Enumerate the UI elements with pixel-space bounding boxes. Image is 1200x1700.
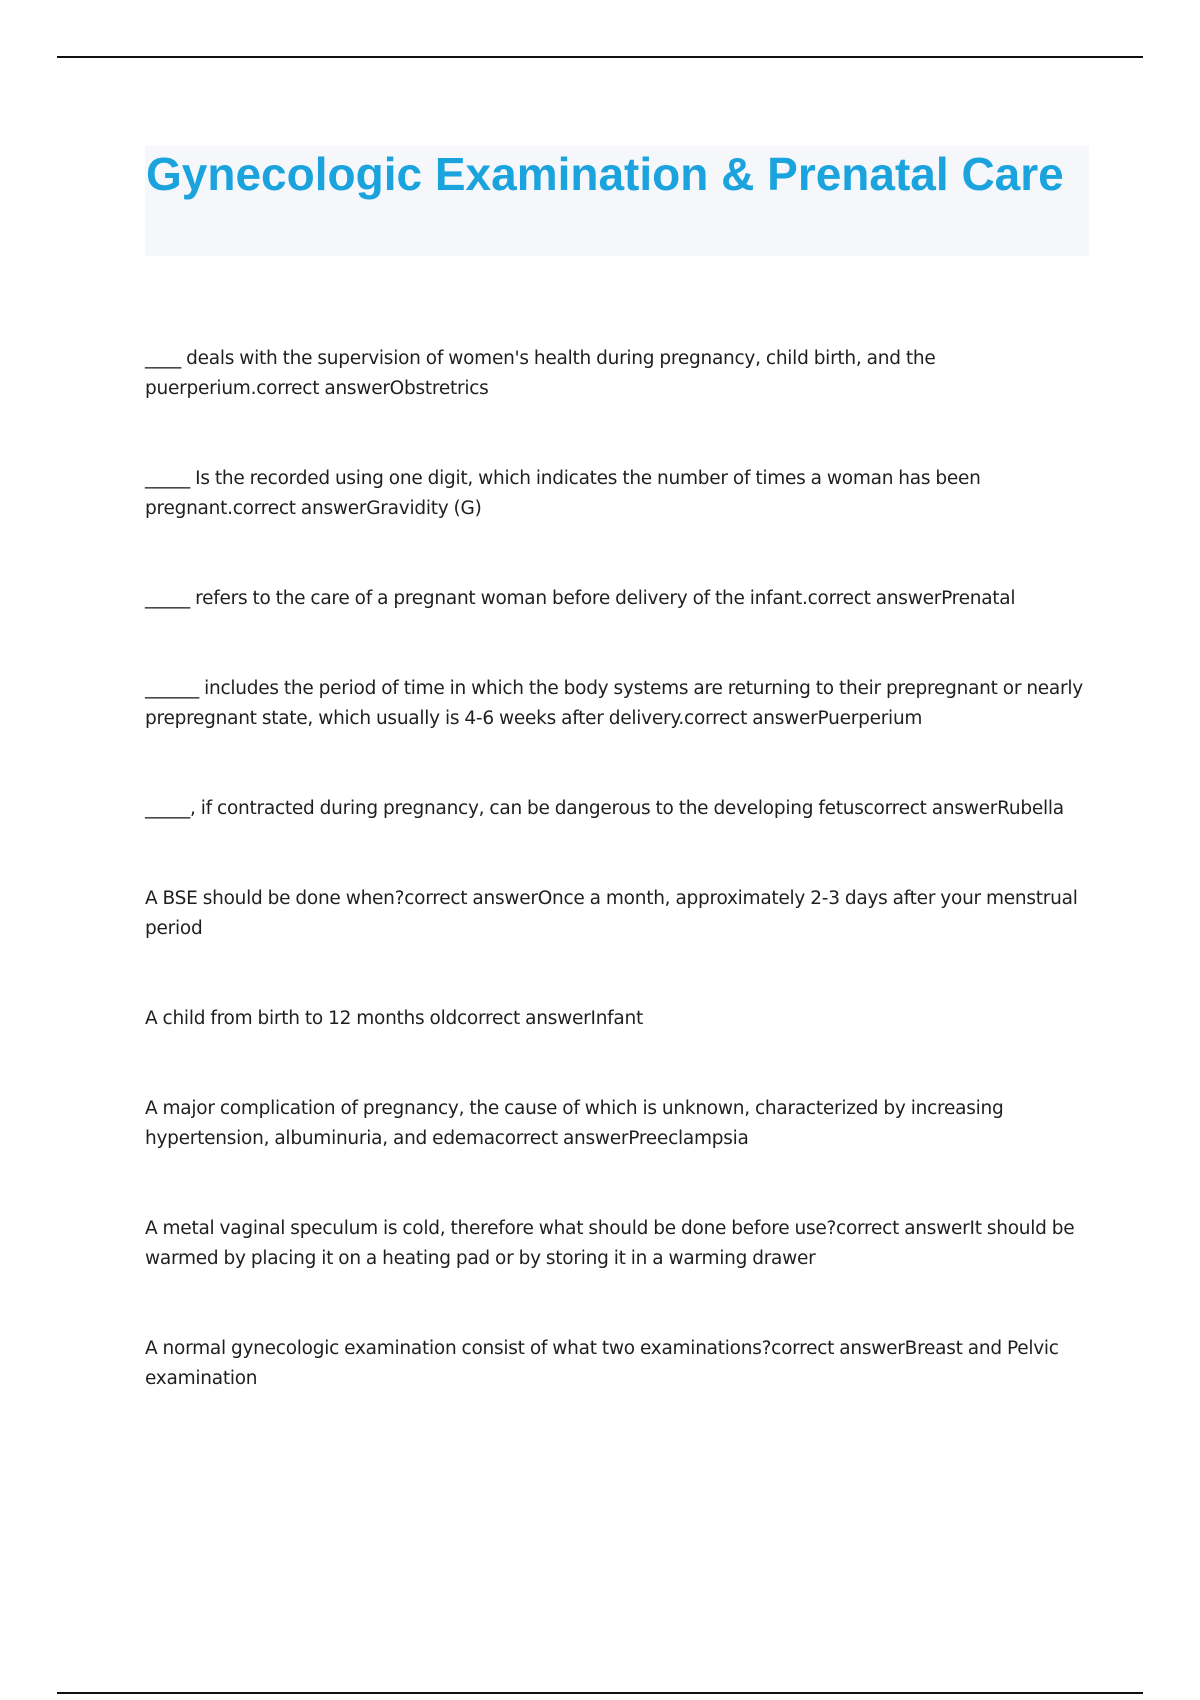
bottom-rule — [57, 1692, 1143, 1694]
qa-item: A child from birth to 12 months oldcorrect answerInfant — [145, 1008, 643, 1029]
title-banner — [145, 146, 1089, 256]
qa-item: A BSE should be done when?correct answerOnce a month, approximately 2-3 days after your menstrual period — [145, 888, 1078, 939]
qa-item: A normal gynecologic examination consist of what two examinations?correct answerBreast and Pelvic examination — [145, 1338, 1059, 1389]
qa-item: ______ includes the period of time in which the body systems are returning to their prepregnant or nearly prepregnant state, which usually is 4-6 weeks after delivery.correct answerPuerperium — [145, 678, 1083, 729]
question-list — [145, 344, 1085, 1454]
page-title: Gynecologic Examination & Prenatal Care — [146, 148, 1064, 200]
qa-item: _____ Is the recorded using one digit, which indicates the number of times a woman has been pregnant.correct answerGravidity (G) — [145, 468, 981, 519]
qa-item: ____ deals with the supervision of women's health during pregnancy, child birth, and the puerperium.correct answerObstretrics — [145, 348, 936, 399]
qa-item: _____, if contracted during pregnancy, can be dangerous to the developing fetuscorrect answerRubella — [145, 798, 1064, 819]
qa-item: A major complication of pregnancy, the cause of which is unknown, characterized by increasing hypertension, albuminuria, and edemacorrect answerPreeclampsia — [145, 1098, 1004, 1149]
qa-item: _____ refers to the care of a pregnant woman before delivery of the infant.correct answerPrenatal — [145, 588, 1016, 609]
top-rule — [57, 56, 1143, 58]
qa-item: A metal vaginal speculum is cold, therefore what should be done before use?correct answerIt should be warmed by placing it on a heating pad or by storing it in a warming drawer — [145, 1218, 1075, 1269]
